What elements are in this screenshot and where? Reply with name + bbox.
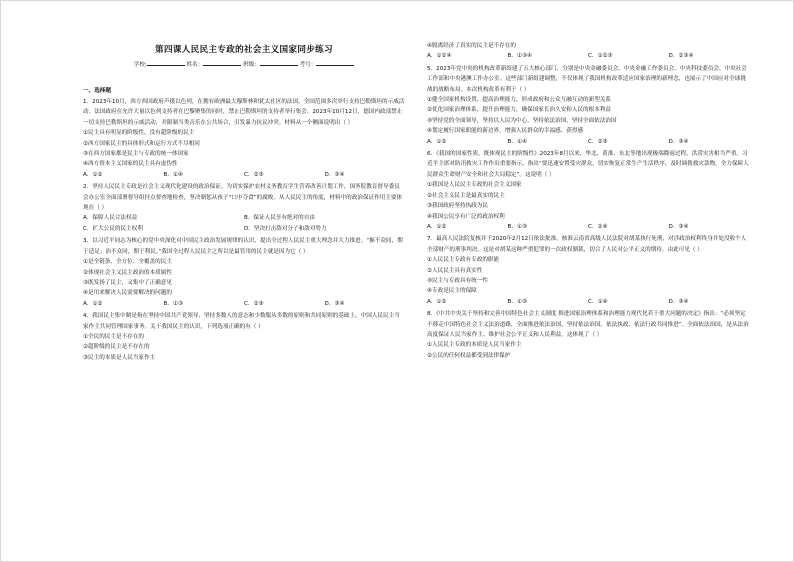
question-6-answers — [427, 222, 749, 232]
answer-choice[interactable]: B．①③ — [507, 223, 527, 230]
question-5-option: ③坚持党的全面领导，坚持以人民为中心，坚持依法治国，坚持全面依法治国 — [427, 117, 617, 124]
exam-no-field[interactable] — [316, 59, 354, 66]
answer-choice[interactable]: B．①④ — [163, 171, 183, 178]
question-5-answers — [427, 137, 749, 147]
section-heading: 一、选择题 — [83, 88, 111, 94]
answer-choice[interactable]: C．②③ — [244, 171, 264, 178]
question-5-option: ②优化国家治理体系，提升治理能力，确保国家长治久安和人民的根本利益 — [427, 107, 612, 114]
answer-choice[interactable]: D．③④ — [668, 138, 689, 145]
answer-choice[interactable]: B．①④ — [507, 138, 527, 145]
question-1-option: ①民主具有明显的阶级性，没有超阶级的民主 — [83, 130, 195, 137]
question-3-option: ④是用来解决人民需要解决的问题的 — [83, 290, 172, 297]
question-3-option: ②体现社会主义民主政治的本质属性 — [83, 269, 172, 276]
answer-choice[interactable]: B．①③④ — [507, 53, 532, 60]
answer-choice[interactable]: B．保证人民享有绝对的自由 — [244, 215, 315, 222]
question-3-answers — [83, 299, 405, 309]
answer-choice[interactable]: B．①③ — [507, 298, 527, 305]
answer-choice[interactable]: D．③④ — [324, 300, 345, 307]
page-title: 第四课人民民主专政的社会主义国家同步练习 — [155, 45, 333, 55]
question-1-option: ③在西方国家都是民主与专政的统一体国家 — [83, 151, 189, 158]
question-3-option: ③既发扬了民主，又集中了正确意见 — [83, 279, 172, 286]
answer-choice[interactable]: D．坚决打击敌对分子和敌对势力 — [244, 225, 327, 232]
left-body — [83, 97, 405, 363]
answer-choice[interactable]: A．①② — [427, 138, 447, 145]
question-5-option: ④划定履行国家职能的新边界，增强人民群众的幸福感、获得感 — [427, 128, 584, 135]
question-6-option: ②社会主义民主是最真实的民主 — [427, 192, 505, 199]
question-1-option: ④西方资本主义国家的民主具有虚伪性 — [83, 161, 178, 168]
question-6-option: ④我国公民享有广泛的政治权利 — [427, 213, 505, 220]
question-4-answers — [427, 51, 749, 61]
question-7-stem: 7．最高人民法院复核并于2020年2月12日依法批准，核准云南省高级人民法院对胡某执行死刑，对涉政治权利终身并处没收个人全部财产的刑事判决。这是对胡某这种严重犯罪的一次政权制裁，切合了人民对公平正义的期待。由此可见（ ） — [427, 236, 747, 253]
exam-no-label: 考号： — [299, 62, 317, 68]
answer-choice[interactable]: C．②④ — [588, 223, 608, 230]
student-info-line — [83, 59, 405, 70]
answer-choice[interactable]: D．③④ — [668, 223, 689, 230]
question-3-stem: 3．以习近平同志为核心的党中央深化对中国民主政治发展规律的认识，提出全过程人民民主重大理念并大力推进。“握不众同，期于适足；治不众同，期于利民。”我国全过程人民民主之所以是最管用的民主就是因为它（ ） — [83, 238, 403, 255]
answer-choice[interactable]: C．①②③ — [588, 53, 613, 60]
name-label: 姓名： — [186, 62, 204, 68]
question-1-answers — [83, 170, 405, 180]
question-1-option: ②西方国家民主的具体形式和运行方式不尽相同 — [83, 140, 200, 147]
answer-choice[interactable]: A．①②④ — [427, 53, 452, 60]
question-4-stem: 4．我国民主集中制是指在坚持中国共产党领导、坚持多数人的意志和少数服从多数的原则和共同原则的基础上，中国人民民主当家作主共同管理国家事务。关于我国民主的认识，下列选项正确的有（ ） — [83, 313, 400, 330]
answer-choice[interactable]: A．①② — [83, 300, 103, 307]
answer-choice[interactable]: A．①② — [427, 223, 447, 230]
question-3-option: ①是全链条、全方位、全覆盖的民主 — [83, 259, 172, 266]
class-field[interactable] — [260, 59, 298, 66]
class-label: 班级： — [243, 62, 260, 68]
answer-choice[interactable]: A．①② — [83, 171, 103, 178]
question-1-stem: 1．2023年10月，西方西国政府声援以色列，在拥有欧洲最大穆斯林和犹太社区的法国，全国范围多次举行支持巴勒斯坦的示威活动。法国政府在允许大量以色列支持者在巴黎聚集的同时，禁止巴勒斯坦的支持者举行集会。2023年10月12日，德国内政部禁止一切支持巴勒斯坦的示威活动，并限制当类音乐在公共场合，引发暴力抗议冲突。材料从一个侧面说明出（ ） — [83, 99, 405, 126]
question-6-option: ③我国政府坚持执政为民 — [427, 203, 488, 210]
question-8-option: ①人民民主专政的本质是人民当家作主 — [427, 342, 522, 349]
question-2-answers-row-1 — [83, 213, 405, 223]
question-8-option: ②公民的任何权益都受到法律保护 — [427, 352, 511, 359]
answer-choice[interactable]: B．①③ — [163, 300, 183, 307]
question-6-option: ①我国是人民民主专政的社会主义国家 — [427, 182, 522, 189]
answer-choice[interactable]: D．③④ — [324, 171, 345, 178]
right-body — [427, 41, 749, 361]
question-7-option: ①人民民主专政有专政的职能 — [427, 257, 500, 264]
question-7-answers — [427, 297, 749, 307]
answer-choice[interactable]: D．③④ — [668, 298, 689, 305]
answer-choice[interactable]: A．①② — [427, 298, 447, 305]
question-4-option: ①全民的民主是不存在的 — [83, 333, 144, 340]
answer-choice[interactable]: C．②③ — [588, 138, 608, 145]
question-2-answers-row-2 — [83, 224, 405, 234]
question-8-stem: 8．《中共中央关于坚持和完善中国特色社会主义制度 推进国家治理体系和治理能力现代化若干重大问题的决定》指出：“必须坚定不移走中国特色社会主义法治道路，全面推进依法治国，坚持依法治国、依法执政、依法行政共同推进”。全面依法治国，是从法治高度保证人民当家作主、维护社会公平正义和人民利益。这体现了（ ） — [427, 311, 749, 338]
question-4-option: ③民主的本质是人民当家作主 — [83, 354, 156, 361]
answer-choice[interactable]: C．扩大公民的民主权利 — [83, 225, 143, 232]
question-6-stem: 6．《我国的国家性质，既体现民主的阶级性》2023年8月以来，华北、黄淮、东北等地出现极端降雨过程，洪涝灾害相当严重。习近平主席对防汛救灾工作作出重要指示，指出“要迅速安置受灾群众，切实恢复正常生产生活秩序，及时调拨救灾款物，全力保障人民群众生命财产安全和社会大局稳定”。这说明（ ） — [427, 151, 749, 178]
question-7-option: ②人民民主具有真实性 — [427, 267, 483, 274]
answer-choice[interactable]: C．②③ — [244, 300, 264, 307]
question-4-option: ②超阶级的民主是不存在的 — [83, 344, 150, 351]
question-5-stem: 5．2023年党中央的机构改革新组建了五大核心部门，分别是中央金融委员会、中央金融工作委员会、中央科技委员会、中央社会工作部和中央港澳工作办公室。这些部门新组建调整，不仅体现了我国机构改革适应国家治理的新理念，也展示了中国应对全球挑战的战略布局。本次机构改革有利于（ ） — [427, 65, 747, 93]
question-7-option: ③民主与专政具有统一性 — [427, 277, 488, 284]
question-5-option: ①健全国家机构设置，提高治理能力，形成政府和公众互融互动的新型关系 — [427, 97, 612, 104]
answer-choice[interactable]: C．①④ — [588, 298, 608, 305]
name-field[interactable] — [203, 59, 241, 66]
question-4-option: ④脱离经济了真实的民主是不存在的 — [427, 43, 516, 49]
school-label: 学校: — [133, 62, 147, 68]
answer-choice[interactable]: D．②③④ — [668, 53, 694, 60]
school-field[interactable] — [147, 59, 185, 66]
question-2-stem: 2．坚持人民民主专政是社会主义现代化建设的政治保证。为切实保护农村义务教育学生营养改善计划工作，国务院教育督导委员会办公室全面部署督导组挂点督查地检查，坚决制惩从孩子“口中夺食”的腐败。从人民民主的角度，材料中的政治保证作用主要体现在（ ） — [83, 184, 403, 212]
answer-choice[interactable]: A．保障人民合法权益 — [83, 215, 138, 222]
question-7-option: ④专政是民主的保障 — [427, 288, 477, 295]
